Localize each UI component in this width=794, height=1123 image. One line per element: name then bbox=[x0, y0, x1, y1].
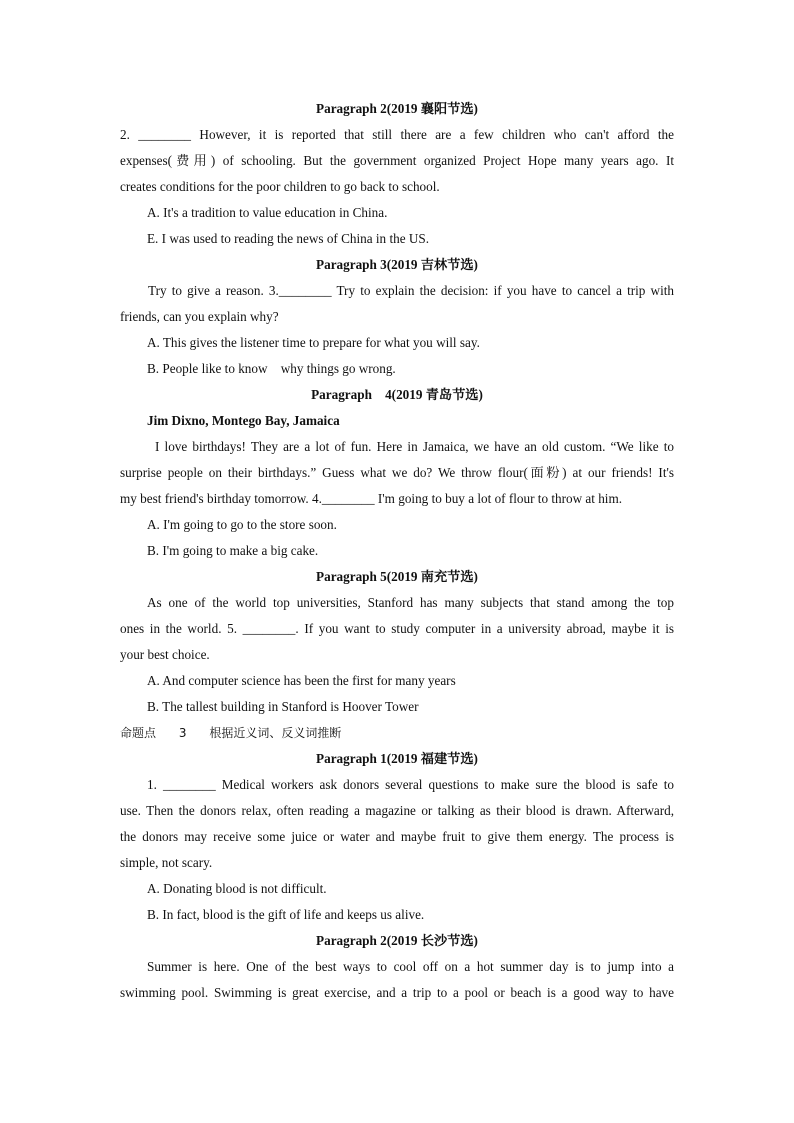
paragraph-heading: Paragraph 5(2019 南充节选) bbox=[316, 569, 478, 584]
option-line: B. People like to know why things go wrong. bbox=[147, 361, 396, 376]
option-line: A. It's a tradition to value education in China. bbox=[147, 205, 388, 220]
text-line: I love birthdays! They are a lot of fun. Here in Jamaica, we have an old custom. “We like to bbox=[155, 439, 674, 454]
option-line: E. I was used to reading the news of China in the US. bbox=[147, 231, 430, 246]
option-line: B. In fact, blood is the gift of life and keeps us alive. bbox=[147, 907, 425, 922]
text-line: As one of the world top universities, Stanford has many subjects that stand among the top bbox=[147, 595, 674, 610]
text-line: ones in the world. 5. ________. If you want to study computer in a university abroad, maybe it is bbox=[120, 621, 674, 636]
option-line: B. I'm going to make a big cake. bbox=[147, 543, 319, 558]
paragraph-heading: Paragraph 1(2019 福建节选) bbox=[316, 751, 478, 766]
text-line: friends, can you explain why? bbox=[120, 309, 279, 324]
text-line: creates conditions for the poor children to go back to school. bbox=[120, 179, 440, 194]
text-line: my best friend's birthday tomorrow. 4.________ I'm going to buy a lot of flour to throw at him. bbox=[120, 491, 623, 506]
author-line: Jim Dixno, Montego Bay, Jamaica bbox=[147, 413, 340, 428]
paragraph-heading: Paragraph 4(2019 青岛节选) bbox=[311, 387, 483, 402]
text-line: swimming pool. Swimming is great exercise, and a trip to a pool or beach is a good way to have bbox=[120, 985, 674, 1000]
text-line: 2. ________ However, it is reported that still there are a few children who can't afford the bbox=[120, 127, 674, 142]
option-line: B. The tallest building in Stanford is Hoover Tower bbox=[147, 699, 419, 714]
text-line: use. Then the donors relax, often reading a magazine or talking as their blood is drawn. Afterward, bbox=[120, 803, 674, 818]
paragraph-heading: Paragraph 2(2019 襄阳节选) bbox=[316, 101, 478, 116]
text-line: the donors may receive some juice or water and maybe fruit to give them energy. The process is bbox=[120, 829, 674, 844]
option-line: A. I'm going to go to the store soon. bbox=[147, 517, 337, 532]
option-line: A. And computer science has been the first for many years bbox=[147, 673, 456, 688]
topic-label: 命题点 3 根据近义词、反义词推断 bbox=[120, 726, 342, 740]
paragraph-heading: Paragraph 2(2019 长沙节选) bbox=[316, 933, 478, 948]
text-line: simple, not scary. bbox=[120, 855, 213, 870]
text-line: Try to give a reason. 3.________ Try to explain the decision: if you have to cancel a trip with bbox=[148, 283, 674, 298]
text-line: Summer is here. One of the best ways to cool off on a hot summer day is to jump into a bbox=[147, 959, 674, 974]
text-line: expenses(费用) of schooling. But the government organized Project Hope many years ago. It bbox=[120, 153, 674, 168]
text-line: surprise people on their birthdays.” Guess what we do? We throw flour(面粉) at our friends! It's bbox=[120, 465, 674, 480]
text-line: your best choice. bbox=[120, 647, 210, 662]
option-line: A. This gives the listener time to prepare for what you will say. bbox=[147, 335, 480, 350]
option-line: A. Donating blood is not difficult. bbox=[147, 881, 327, 896]
text-line: 1. ________ Medical workers ask donors several questions to make sure the blood is safe to bbox=[147, 777, 674, 792]
paragraph-heading: Paragraph 3(2019 吉林节选) bbox=[316, 257, 478, 272]
